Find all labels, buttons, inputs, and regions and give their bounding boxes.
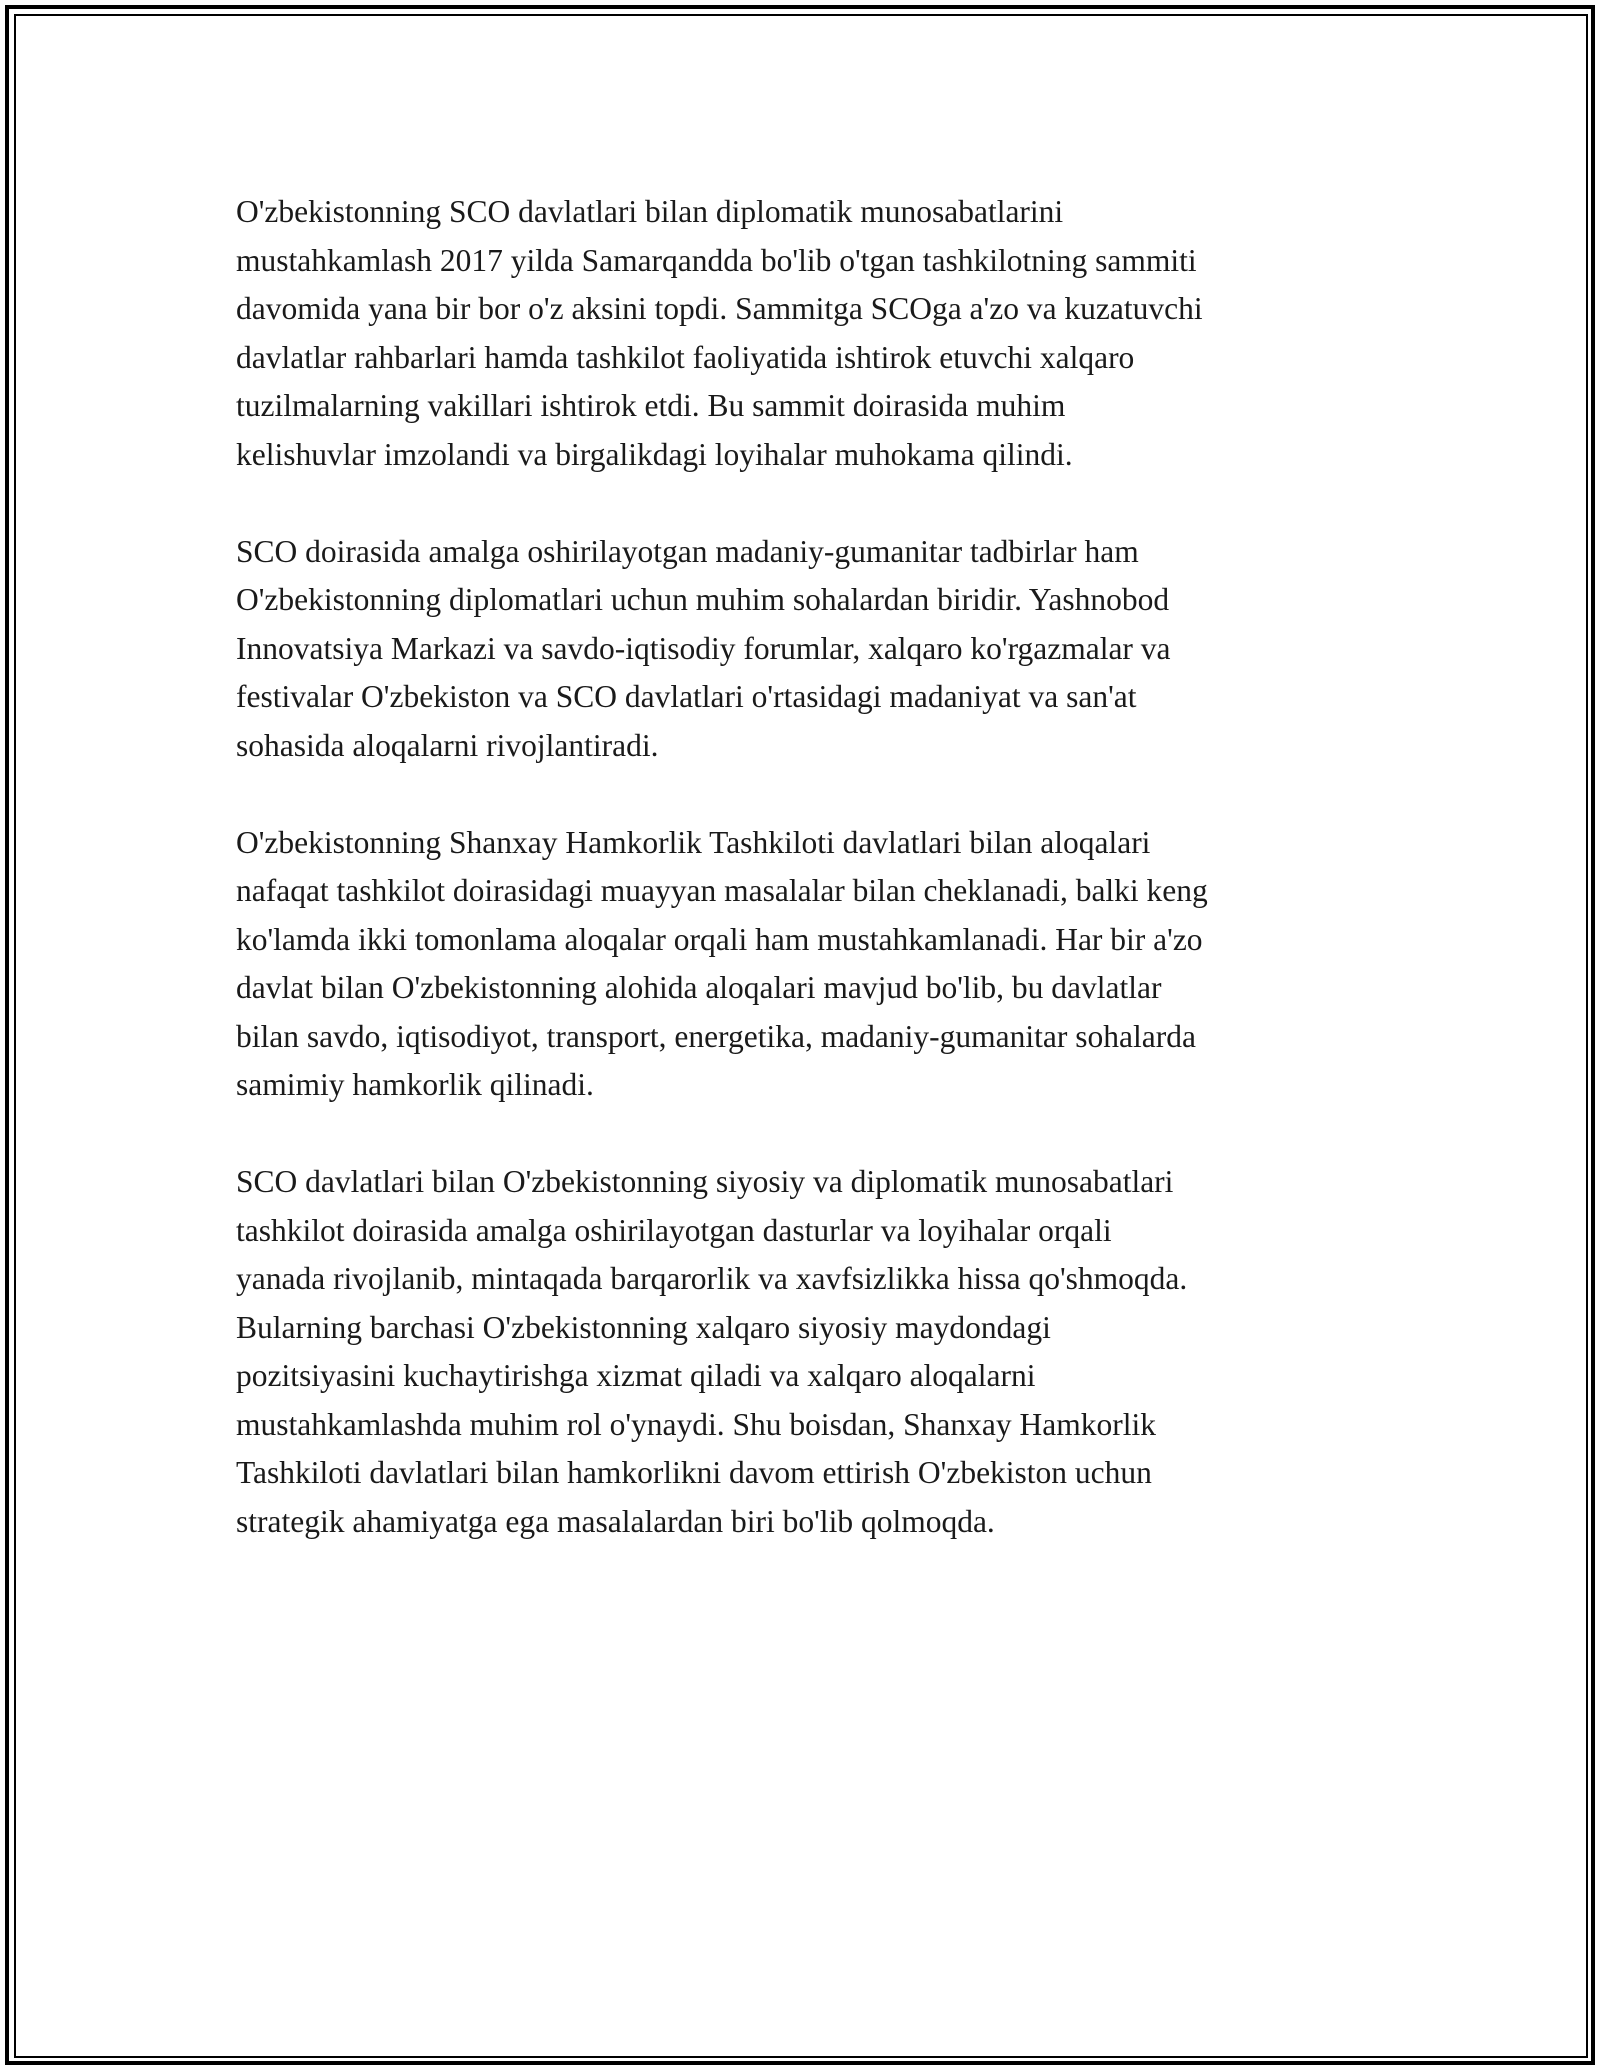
document-body xyxy=(236,188,1376,1595)
paragraph-2: SCO doirasida amalga oshirilayotgan madaniy-gumanitar tadbirlar ham O'zbekistonning diplomatlari uchun muhim sohalardan biridir. Yashnobod Innovatsiya Markazi va savdo-iqtisodiy forumlar, xalqaro ko'rgazmalar va festivalar O'zbekiston va SCO davlatlari o'rtasidagi madaniyat va san'at sohasida aloqalarni rivojlantiradi. xyxy=(236,533,1171,763)
paragraph-1: O'zbekistonning SCO davlatlari bilan diplomatik munosabatlarini mustahkamlash 2017 yilda Samarqandda bo'lib o'tgan tashkilotning sammiti davomida yana bir bor o'z aksini topdi. Sammitga SCOga a'zo va kuzatuvchi davlatlar rahbarlari hamda tashkilot faoliyatida ishtirok etuvchi xalqaro tuzilmalarning vakillari ishtirok etdi. Bu sammit doirasida muhim kelishuvlar imzolandi va birgalikdagi loyihalar muhokama qilindi. xyxy=(236,194,1203,472)
paragraph-3: O'zbekistonning Shanxay Hamkorlik Tashkiloti davlatlari bilan aloqalari nafaqat tashkilot doirasidagi muayyan masalalar bilan cheklanadi, balki keng ko'lamda ikki tomonlama aloqalar orqali ham mustahkamlanadi. Har bir a'zo davlat bilan O'zbekistonning alohida aloqalari mavjud bo'lib, bu davlatlar bilan savdo, iqtisodiyot, transport, energetika, madaniy-gumanitar sohalarda samimiy hamkorlik qilinadi. xyxy=(236,824,1208,1102)
paragraph-4: SCO davlatlari bilan O'zbekistonning siyosiy va diplomatik munosabatlari tashkilot doirasida amalga oshirilayotgan dasturlar va loyihalar orqali yanada rivojlanib, mintaqada barqarorlik va xavfsizlikka hissa qo'shmoqda. Bularning barchasi O'zbekistonning xalqaro siyosiy maydondagi pozitsiyasini kuchaytirishga xizmat qiladi va xalqaro aloqalarni mustahkamlashda muhim rol o'ynaydi. Shu boisdan, Shanxay Hamkorlik Tashkiloti davlatlari bilan hamkorlikni davom ettirish O'zbekiston uchun strategik ahamiyatga ega masalalardan biri bo'lib qolmoqda. xyxy=(236,1164,1188,1539)
